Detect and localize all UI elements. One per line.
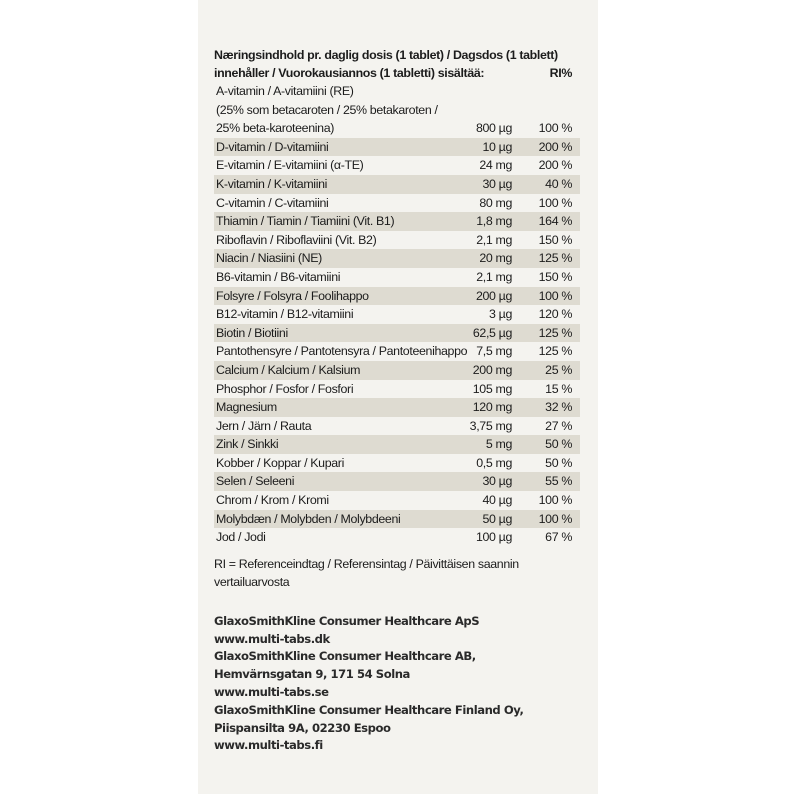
nutrient-amount: 3 µg <box>489 307 512 322</box>
nutrient-ri: 125 % <box>538 344 572 359</box>
nutrient-name-line: Riboflavin / Riboflaviini (Vit. B2) <box>216 232 377 247</box>
nutrient-name <box>216 175 327 194</box>
nutrient-amount: 10 µg <box>482 139 512 154</box>
nutrient-name-line: C-vitamin / C-vitamiini <box>216 195 329 210</box>
footnote-line-1: RI = Referenceindtag / Referensintag / Päivittäisen saannin <box>214 556 519 571</box>
nutrient-table <box>214 82 580 547</box>
nutrient-ri: 125 % <box>538 251 572 266</box>
nutrient-name <box>216 324 288 343</box>
nutrient-name-line: Zink / Sinkki <box>216 437 279 452</box>
nutrient-name-line: Molybdæn / Molybden / Molybdeeni <box>216 511 401 526</box>
nutrient-amount: 24 mg <box>479 158 512 173</box>
footnote <box>214 555 580 591</box>
nutrient-name-line: K-vitamin / K-vitamiini <box>216 176 328 191</box>
nutrient-row <box>214 454 580 473</box>
nutrient-row <box>214 194 580 213</box>
ri-column-header: RI% <box>549 66 572 80</box>
nutrient-amount: 40 µg <box>482 493 512 508</box>
nutrient-amount: 2,1 mg <box>476 269 512 284</box>
nutrient-row <box>214 268 580 287</box>
nutrient-amount: 1,8 mg <box>476 214 512 229</box>
nutrient-name <box>216 454 344 473</box>
nutrient-ri: 100 % <box>538 121 572 136</box>
nutrient-name <box>216 528 266 547</box>
nutrient-ri: 100 % <box>538 493 572 508</box>
nutrient-name-line: Pantothensyre / Pantotensyra / Pantoteenihappo <box>216 344 468 359</box>
nutrient-row <box>214 342 580 361</box>
nutrient-row <box>214 231 580 250</box>
nutrient-name-line: Niacin / Niasiini (NE) <box>216 251 322 266</box>
nutrient-ri: 55 % <box>545 474 572 489</box>
nutrient-amount: 0,5 mg <box>476 455 512 470</box>
nutrient-row <box>214 249 580 268</box>
nutrient-row <box>214 138 580 157</box>
nutrient-name <box>216 380 353 399</box>
nutrient-row <box>214 212 580 231</box>
company-line: GlaxoSmithKline Consumer Healthcare AB, <box>214 649 476 664</box>
nutrient-amount: 200 µg <box>475 288 512 303</box>
nutrient-ri: 150 % <box>538 232 572 247</box>
nutrient-ri: 67 % <box>545 530 572 545</box>
nutrient-ri: 100 % <box>538 195 572 210</box>
nutrient-name <box>216 435 278 454</box>
nutrient-name <box>216 510 400 529</box>
nutrient-amount: 200 mg <box>472 362 512 377</box>
nutrient-name <box>216 268 340 287</box>
nutrient-ri: 200 % <box>538 158 572 173</box>
nutrient-name <box>216 417 311 436</box>
nutrient-ri: 100 % <box>538 511 572 526</box>
nutrient-ri: 50 % <box>545 437 572 452</box>
nutrient-name-line: (25% som betacaroten / 25% betakaroten / <box>216 102 438 117</box>
nutrient-row <box>214 398 580 417</box>
nutrient-name <box>216 361 360 380</box>
nutrient-name <box>216 249 322 268</box>
nutrient-name <box>216 156 363 175</box>
nutrient-row <box>214 82 580 138</box>
company-info <box>214 613 580 755</box>
company-line: Hemvärnsgatan 9, 171 54 Solna <box>214 667 410 682</box>
nutrient-ri: 40 % <box>545 176 572 191</box>
nutrient-ri: 125 % <box>538 325 572 340</box>
nutrient-name-line: B12-vitamin / B12-vitamiini <box>216 307 354 322</box>
header-line-1: Næringsindhold pr. daglig dosis (1 tablet) / Dagsdos (1 tablett) <box>214 48 558 62</box>
nutrient-amount: 800 µg <box>475 121 512 136</box>
nutrient-amount: 2,1 mg <box>476 232 512 247</box>
nutrient-ri: 25 % <box>545 362 572 377</box>
nutrient-ri: 200 % <box>538 139 572 154</box>
nutrient-amount: 100 µg <box>475 530 512 545</box>
nutrient-row <box>214 417 580 436</box>
nutrient-ri: 32 % <box>545 400 572 415</box>
nutrient-amount: 30 µg <box>482 474 512 489</box>
nutrient-amount: 7,5 mg <box>476 344 512 359</box>
nutrient-amount: 62,5 µg <box>472 325 512 340</box>
company-line: www.multi-tabs.se <box>214 685 329 700</box>
nutrient-name-line: Selen / Seleeni <box>216 474 295 489</box>
nutrient-row <box>214 156 580 175</box>
nutrient-name-line: Chrom / Krom / Kromi <box>216 493 329 508</box>
company-line: www.multi-tabs.fi <box>214 738 323 753</box>
nutrient-name-line: Phosphor / Fosfor / Fosfori <box>216 381 354 396</box>
nutrient-ri: 50 % <box>545 455 572 470</box>
nutrient-name-line: Thiamin / Tiamin / Tiamiini (Vit. B1) <box>216 214 395 229</box>
nutrient-row <box>214 287 580 306</box>
nutrient-row <box>214 472 580 491</box>
nutrient-ri: 100 % <box>538 288 572 303</box>
nutrient-row <box>214 324 580 343</box>
nutrient-name-line: Jern / Järn / Rauta <box>216 418 312 433</box>
company-line: www.multi-tabs.dk <box>214 631 330 646</box>
header-line-2: innehåller / Vuorokausiannos (1 tabletti) sisältää: <box>214 66 485 80</box>
nutrient-name-line: Calcium / Kalcium / Kalsium <box>216 362 361 377</box>
nutrition-label <box>214 46 580 755</box>
nutrient-name-line: Jod / Jodi <box>216 530 266 545</box>
company-line: GlaxoSmithKline Consumer Healthcare ApS <box>214 613 480 628</box>
nutrient-amount: 120 mg <box>472 400 512 415</box>
nutrient-name <box>216 287 369 306</box>
nutrient-name <box>216 305 353 324</box>
nutrient-name-line: Magnesium <box>216 400 277 415</box>
nutrient-name-line: D-vitamin / D-vitamiini <box>216 139 329 154</box>
nutrient-ri: 164 % <box>538 214 572 229</box>
header-line-2-row <box>214 64 580 82</box>
nutrient-name-line: B6-vitamin / B6-vitamiini <box>216 269 341 284</box>
nutrient-ri: 150 % <box>538 269 572 284</box>
nutrient-name-line: Kobber / Koppar / Kupari <box>216 455 344 470</box>
nutrient-amount: 80 mg <box>479 195 512 210</box>
nutrient-name-line: Biotin / Biotiini <box>216 325 288 340</box>
nutrient-name-line: 25% beta-karoteenina) <box>216 121 335 136</box>
nutrient-name <box>216 212 394 231</box>
nutrient-name-line: Folsyre / Folsyra / Foolihappo <box>216 288 369 303</box>
nutrient-name <box>216 342 467 361</box>
company-line: GlaxoSmithKline Consumer Healthcare Finland Oy, <box>214 702 524 717</box>
nutrient-row <box>214 510 580 529</box>
nutrient-name <box>216 472 294 491</box>
nutrient-name <box>216 194 328 213</box>
nutrient-row <box>214 305 580 324</box>
nutrient-name <box>216 398 277 417</box>
nutrient-ri: 15 % <box>545 381 572 396</box>
nutrient-amount: 3,75 mg <box>469 418 512 433</box>
nutrient-amount: 20 mg <box>479 251 512 266</box>
company-line: Piispansilta 9A, 02230 Espoo <box>214 720 391 735</box>
nutrient-name <box>216 231 376 250</box>
nutrient-ri: 120 % <box>538 307 572 322</box>
nutrient-amount: 5 mg <box>485 437 512 452</box>
nutrient-amount: 105 mg <box>472 381 512 396</box>
nutrient-row <box>214 491 580 510</box>
nutrient-amount: 50 µg <box>482 511 512 526</box>
nutrient-row <box>214 435 580 454</box>
nutrient-name-line: E-vitamin / E-vitamiini (α-TE) <box>216 158 364 173</box>
nutrient-row <box>214 361 580 380</box>
nutrient-ri: 27 % <box>545 418 572 433</box>
nutrient-row <box>214 380 580 399</box>
nutrient-name-line: A-vitamin / A-vitamiini (RE) <box>216 84 354 98</box>
footnote-line-2: vertailuarvosta <box>214 574 290 589</box>
nutrient-row <box>214 175 580 194</box>
nutrient-row <box>214 528 580 547</box>
nutrient-name <box>216 491 329 510</box>
nutrient-amount: 30 µg <box>482 176 512 191</box>
nutrient-name <box>216 138 328 157</box>
